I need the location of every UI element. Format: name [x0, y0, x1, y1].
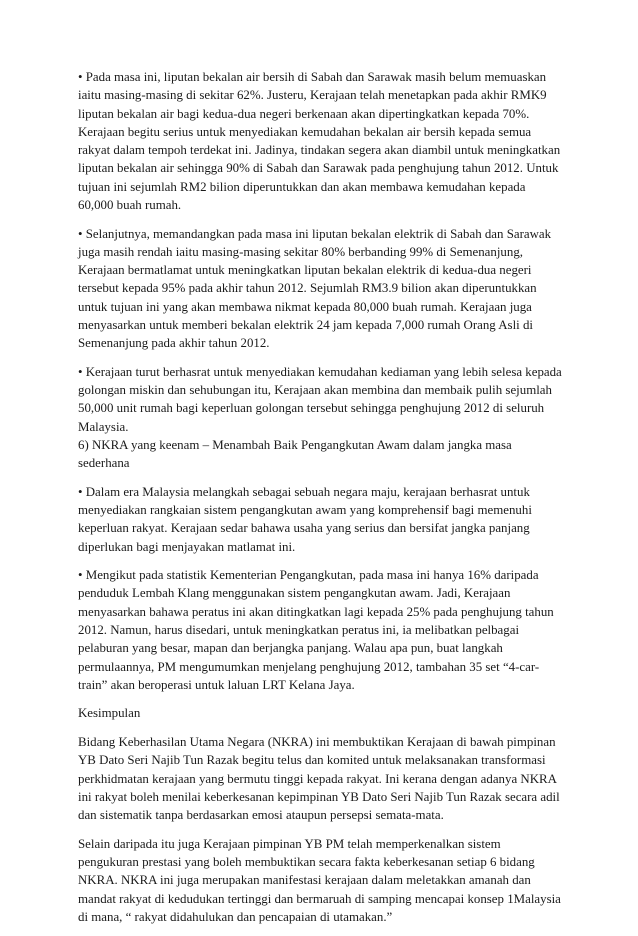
paragraph-conclusion-2: Selain daripada itu juga Kerajaan pimpinan YB PM telah memperkenalkan sistem pengukuran prestasi yang boleh membuktikan secara fakta keberkesanan setiap 6 bidang NKRA. NKRA ini juga merupakan manifestasi kerajaan dalam meletakkan amanah dan mandat rakyat di kedudukan tertinggi dan bermaruah di samping mencapai konsep 1Malaysia di mana, “ rakyat didahulukan dan pencapaian di utamakan.” [78, 836, 561, 924]
paragraph-conclusion-1: Bidang Keberhasilan Utama Negara (NKRA) ini membuktikan Kerajaan di bawah pimpinan YB Dato Seri Najib Tun Razak begitu telus dan komited untuk melaksanakan transformasi perkhidmatan kerajaan yang bermutu tinggi kepada rakyat. Ini kerana dengan adanya NKRA ini rakyat boleh menilai keberkesanan kepimpinan YB Dato Seri Najib Tun Razak secara adil dan sistematik tanpa berdasarkan emosi ataupun persepsi semata-mata. [78, 735, 560, 823]
conclusion-heading: Kesimpulan [78, 706, 141, 721]
paragraph-housing: • Kerajaan turut berhasrat untuk menyediakan kemudahan kediaman yang lebih selesa kepada golongan miskin dan sehubungan itu, Kerajaan akan membina dan membaik pulih sejumlah 50,000 unit rumah bagi keperluan golongan tersebut sehingga penghujung 2012 di seluruh Malaysia. [78, 364, 562, 434]
nkra-6-heading: 6) NKRA yang keenam – Menambah Baik Pengangkutan Awam dalam jangka masa sederhana [78, 438, 512, 471]
paragraph-electricity-supply: • Selanjutnya, memandangkan pada masa ini liputan bekalan elektrik di Sabah dan Sarawak juga masih rendah iaitu masing-masing sekitar 80% berbanding 99% di Semenanjung, Kerajaan bermatlamat untuk meningkatkan liputan bekalan elektrik di kedua-dua negeri tersebut kepada 95% pada akhir tahun 2012. Sejumlah RM3.9 bilion akan diperuntukkan untuk tujuan ini yang akan membawa nikmat kepada 80,000 buah rumah. Kerajaan juga menyasarkan untuk memberi bekalan elektrik 24 jam kepada 7,000 rumah Orang Asli di Semenanjung pada akhir tahun 2012. [78, 226, 552, 351]
paragraph-public-transport: • Dalam era Malaysia melangkah sebagai sebuah negara maju, kerajaan berhasrat untuk menyediakan rangkaian sistem pengangkutan awam yang komprehensif bagi memenuhi keperluan rakyat. Kerajaan sedar bahawa usaha yang serius dan bersifat jangka panjang diperlukan bagi menjayakan matlamat ini. [78, 484, 532, 554]
document-page [78, 68, 564, 936]
paragraph-water-supply: • Pada masa ini, liputan bekalan air bersih di Sabah dan Sarawak masih belum memuaskan iaitu masing-masing di sekitar 62%. Justeru, Kerajaan telah menetapkan pada akhir RMK9 liputan bekalan air bagi kedua-dua negeri berkenaan akan dipertingkatkan kepada 70%. Kerajaan begitu serius untuk menyediakan kemudahan bekalan air bersih kepada semua rakyat dalam tempoh terdekat ini. Jadinya, tindakan segera akan diambil untuk meningkatkan liputan bekalan air sehingga 90% di Sabah dan Sarawak pada penghujung tahun 2012. Untuk tujuan ini sejumlah RM2 bilion diperuntukkan dan akan membawa kemudahan kepada 60,000 buah rumah. [78, 70, 561, 213]
paragraph-transport-statistics: • Mengikut pada statistik Kementerian Pengangkutan, pada masa ini hanya 16% daripada penduduk Lembah Klang menggunakan sistem pengangkutan awam. Jadi, Kerajaan menyasarkan bahawa peratus ini akan ditingkatkan lagi kepada 25% pada penghujung tahun 2012. Namun, harus disedari, untuk meningkatkan peratus ini, ia melibatkan pelbagai pelaburan yang besar, mapan dan berjangka panjang. Walau apa pun, buat langkah permulaannya, PM mengumumkan menjelang penghujung 2012, tambahan 35 set “4-car-train” akan beroperasi untuk laluan LRT Kelana Jaya. [78, 568, 554, 692]
